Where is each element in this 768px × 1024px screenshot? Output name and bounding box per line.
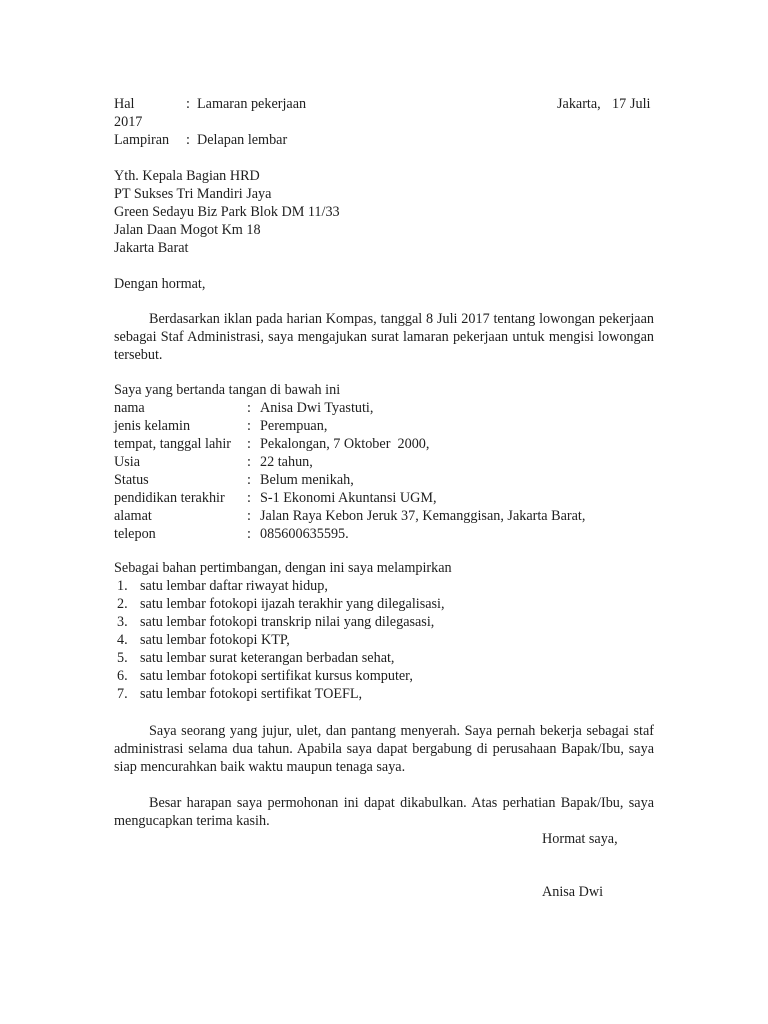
hal-value: Lamaran pekerjaan bbox=[197, 96, 307, 112]
applicant-value: Anisa Dwi Tyastuti, bbox=[260, 400, 374, 416]
applicant-row bbox=[114, 507, 674, 525]
opening-paragraph bbox=[114, 310, 654, 364]
closing-paragraph bbox=[114, 794, 654, 830]
applicant-row bbox=[114, 453, 674, 471]
applicant-colon: : bbox=[247, 436, 251, 452]
applicant-colon: : bbox=[247, 400, 251, 416]
applicant-colon: : bbox=[247, 454, 251, 470]
attachments-list bbox=[114, 577, 674, 703]
applicant-label: alamat bbox=[114, 508, 152, 524]
date-year: 2017 bbox=[114, 114, 143, 130]
applicant-value: Belum menikah, bbox=[260, 472, 354, 488]
list-item bbox=[114, 613, 674, 631]
lampiran-label: Lampiran bbox=[114, 132, 170, 148]
list-item-number: 1. bbox=[117, 578, 128, 594]
applicant-label: Status bbox=[114, 472, 149, 488]
applicant-value: 085600635595. bbox=[260, 526, 349, 542]
list-item-number: 6. bbox=[117, 668, 128, 684]
applicant-row bbox=[114, 525, 674, 543]
applicant-row bbox=[114, 489, 674, 507]
list-item-text: satu lembar fotokopi sertifikat kursus komputer, bbox=[140, 668, 413, 684]
applicant-label: tempat, tanggal lahir bbox=[114, 436, 232, 452]
header-lampiran-row bbox=[0, 131, 768, 149]
signature-name: Anisa Dwi bbox=[542, 884, 604, 900]
list-item bbox=[114, 649, 674, 667]
list-item-text: satu lembar fotokopi sertifikat TOEFL, bbox=[140, 686, 363, 702]
closing-greeting: Hormat saya, bbox=[542, 831, 618, 847]
hal-label: Hal bbox=[114, 96, 135, 112]
applicant-value: S-1 Ekonomi Akuntansi UGM, bbox=[260, 490, 437, 506]
list-item bbox=[114, 685, 674, 703]
recipient-line: Green Sedayu Biz Park Blok DM 11/33 bbox=[114, 204, 340, 220]
recipient-line: PT Sukses Tri Mandiri Jaya bbox=[114, 186, 272, 202]
list-item bbox=[114, 595, 674, 613]
recipient-line: Jakarta Barat bbox=[114, 240, 189, 256]
applicant-value: Perempuan, bbox=[260, 418, 328, 434]
list-item-text: satu lembar surat keterangan berbadan sehat, bbox=[140, 650, 395, 666]
list-item bbox=[114, 631, 674, 649]
applicant-intro: Saya yang bertanda tangan di bawah ini bbox=[114, 382, 341, 398]
list-item-text: satu lembar fotokopi transkrip nilai yang dilegasasi, bbox=[140, 614, 435, 630]
applicant-label: pendidikan terakhir bbox=[114, 490, 225, 506]
applicant-data-table bbox=[114, 399, 674, 543]
applicant-row bbox=[114, 435, 674, 453]
recipient-address bbox=[114, 167, 674, 257]
recipient-line: Yth. Kepala Bagian HRD bbox=[114, 168, 260, 184]
applicant-label: nama bbox=[114, 400, 145, 416]
applicant-label: jenis kelamin bbox=[114, 418, 191, 434]
applicant-row bbox=[114, 399, 674, 417]
lampiran-value: Delapan lembar bbox=[197, 132, 288, 148]
recipient-line: Jalan Daan Mogot Km 18 bbox=[114, 222, 261, 238]
qualification-paragraph bbox=[114, 722, 654, 776]
salutation: Dengan hormat, bbox=[114, 276, 206, 292]
list-item bbox=[114, 577, 674, 595]
list-item-text: satu lembar fotokopi ijazah terakhir yang dilegalisasi, bbox=[140, 596, 445, 612]
hal-colon: : bbox=[186, 96, 190, 112]
list-item-number: 2. bbox=[117, 596, 128, 612]
date-month: Juli bbox=[630, 96, 651, 112]
list-item-number: 4. bbox=[117, 632, 128, 648]
header-hal-row bbox=[0, 95, 768, 113]
list-item-number: 7. bbox=[117, 686, 128, 702]
applicant-value: Pekalongan, 7 Oktober 2000, bbox=[260, 436, 430, 452]
applicant-colon: : bbox=[247, 508, 251, 524]
applicant-row bbox=[114, 417, 674, 435]
list-item-text: satu lembar daftar riwayat hidup, bbox=[140, 578, 328, 594]
applicant-value: Jalan Raya Kebon Jeruk 37, Kemanggisan, Jakarta Barat, bbox=[260, 508, 586, 524]
list-item-number: 5. bbox=[117, 650, 128, 666]
list-item-number: 3. bbox=[117, 614, 128, 630]
attachments-intro: Sebagai bahan pertimbangan, dengan ini saya melampirkan bbox=[114, 560, 452, 576]
applicant-value: 22 tahun, bbox=[260, 454, 313, 470]
list-item bbox=[114, 667, 674, 685]
closing-paragraph-text: Besar harapan saya permohonan ini dapat dikabulkan. Atas perhatian Bapak/Ibu, saya mengucapkan terima kasih. bbox=[114, 795, 654, 829]
applicant-colon: : bbox=[247, 526, 251, 542]
applicant-colon: : bbox=[247, 490, 251, 506]
applicant-colon: : bbox=[247, 418, 251, 434]
opening-paragraph-text: Berdasarkan iklan pada harian Kompas, tanggal 8 Juli 2017 tentang lowongan pekerjaan sebagai Staf Administrasi, saya mengajukan surat lamaran pekerjaan untuk mengisi lowongan tersebut. bbox=[114, 311, 654, 363]
qualification-paragraph-text: Saya seorang yang jujur, ulet, dan pantang menyerah. Saya pernah bekerja sebagai staf administrasi selama dua tahun. Apabila saya dapat bergabung di perusahaan Bapak/Ibu, saya siap mencurahkan baik waktu maupun tenaga saya. bbox=[114, 723, 654, 775]
applicant-colon: : bbox=[247, 472, 251, 488]
list-item-text: satu lembar fotokopi KTP, bbox=[140, 632, 290, 648]
lampiran-colon: : bbox=[186, 132, 190, 148]
applicant-row bbox=[114, 471, 674, 489]
date-city: Jakarta, bbox=[557, 96, 601, 112]
applicant-label: telepon bbox=[114, 526, 156, 542]
date-day: 17 bbox=[612, 96, 627, 112]
applicant-label: Usia bbox=[114, 454, 141, 470]
